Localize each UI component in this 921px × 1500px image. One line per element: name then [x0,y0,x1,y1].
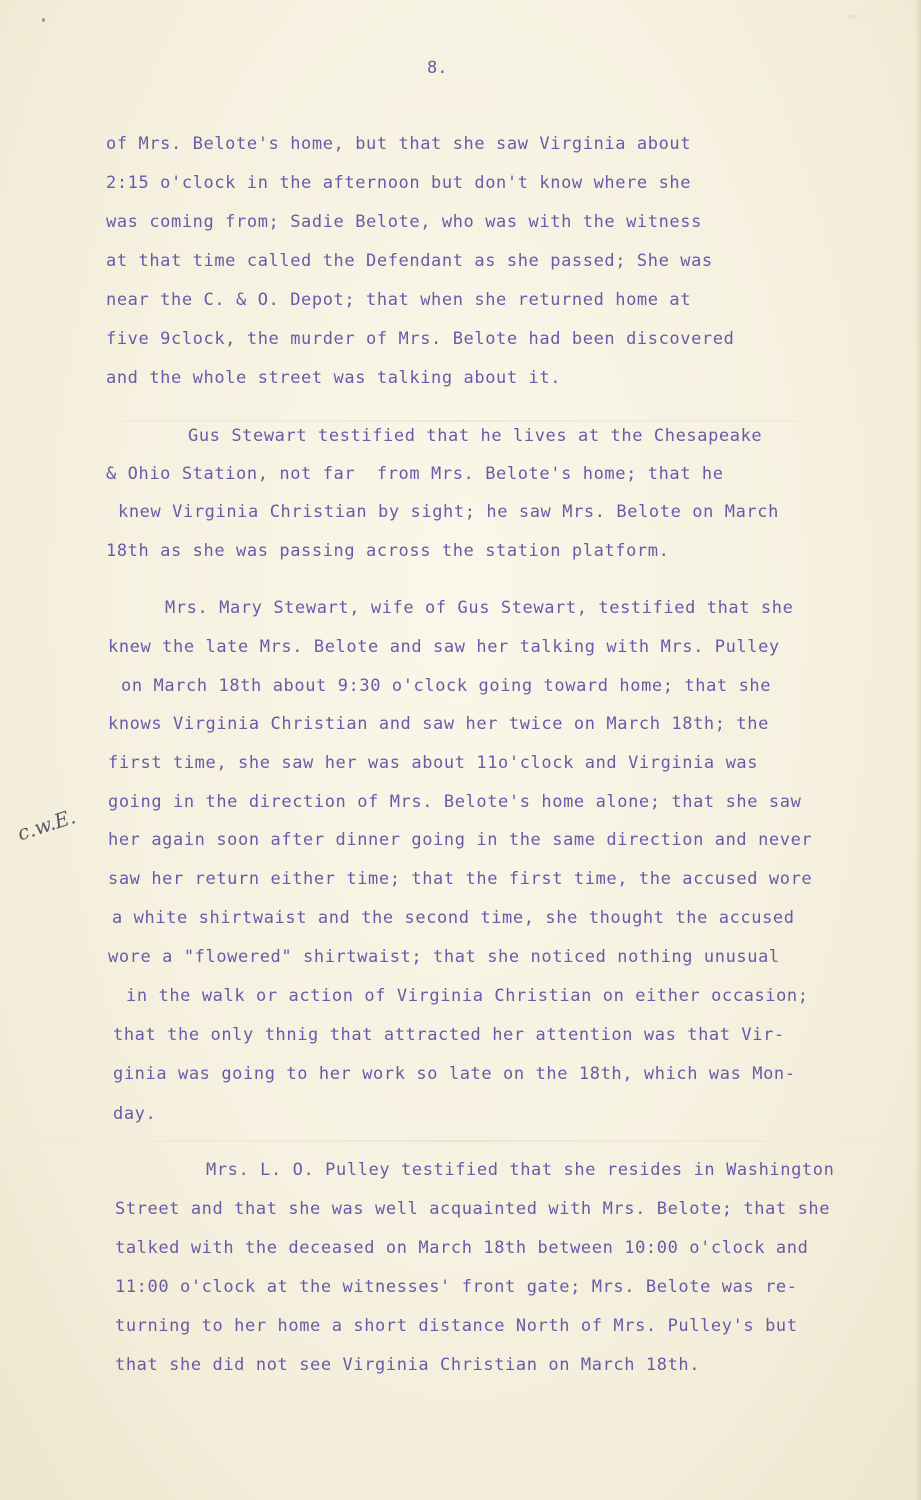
text-line: going in the direction of Mrs. Belote's home alone; that she saw [108,792,802,812]
text-line: five 9clock, the murder of Mrs. Belote had been discovered [106,329,735,349]
margin-initials: c.w.E. [14,804,79,846]
text-line: saw her return either time; that the first time, the accused wore [108,869,813,889]
text-line: in the walk or action of Virginia Christian on either occasion; [126,986,809,1006]
text-line: knew the late Mrs. Belote and saw her talking with Mrs. Pulley [108,637,780,657]
text-line: that she did not see Virginia Christian on March 18th. [115,1355,701,1375]
text-line: wore a "flowered" shirtwaist; that she noticed nothing unusual [108,947,780,967]
text-line: 2:15 o'clock in the afternoon but don't know where she [106,173,692,193]
text-line: Mrs. Mary Stewart, wife of Gus Stewart, testified that she [165,598,794,618]
text-line: near the C. & O. Depot; that when she returned home at [106,290,692,310]
text-line: & Ohio Station, not far from Mrs. Belote's home; that he [106,464,724,484]
paper-speck [42,18,45,22]
page-number: 8. [427,58,448,78]
text-line: on March 18th about 9:30 o'clock going toward home; that she [121,676,772,696]
text-line: Gus Stewart testified that he lives at the Chesapeake [188,426,763,446]
text-line: 18th as she was passing across the station platform. [106,541,670,561]
text-line: turning to her home a short distance North of Mrs. Pulley's but [115,1316,798,1336]
paper-speck [848,14,858,19]
text-line: her again soon after dinner going in the same direction and never [108,830,813,850]
text-line: knows Virginia Christian and saw her twice on March 18th; the [108,714,769,734]
text-line: of Mrs. Belote's home, but that she saw Virginia about [106,134,692,154]
text-line: at that time called the Defendant as she passed; She was [106,251,713,271]
text-line: first time, she saw her was about 11o'clock and Virginia was [108,753,759,773]
paper-fold [0,1140,921,1142]
text-line: ginia was going to her work so late on the 18th, which was Mon- [113,1064,796,1084]
text-line: 11:00 o'clock at the witnesses' front gate; Mrs. Belote was re- [115,1277,798,1297]
text-line: Mrs. L. O. Pulley testified that she resides in Washington [206,1160,835,1180]
text-line: day. [113,1104,157,1124]
text-line: was coming from; Sadie Belote, who was with the witness [106,212,702,232]
text-line: Street and that she was well acquainted with Mrs. Belote; that she [115,1199,831,1219]
text-line: and the whole street was talking about it. [106,368,562,388]
text-line: talked with the deceased on March 18th between 10:00 o'clock and [115,1238,809,1258]
text-line: knew Virginia Christian by sight; he saw Mrs. Belote on March [118,502,779,522]
paper-fold [0,420,921,422]
text-line: a white shirtwaist and the second time, she thought the accused [112,908,795,928]
text-line: that the only thnig that attracted her attention was that Vir- [113,1025,785,1045]
paper-edge [915,0,921,1500]
